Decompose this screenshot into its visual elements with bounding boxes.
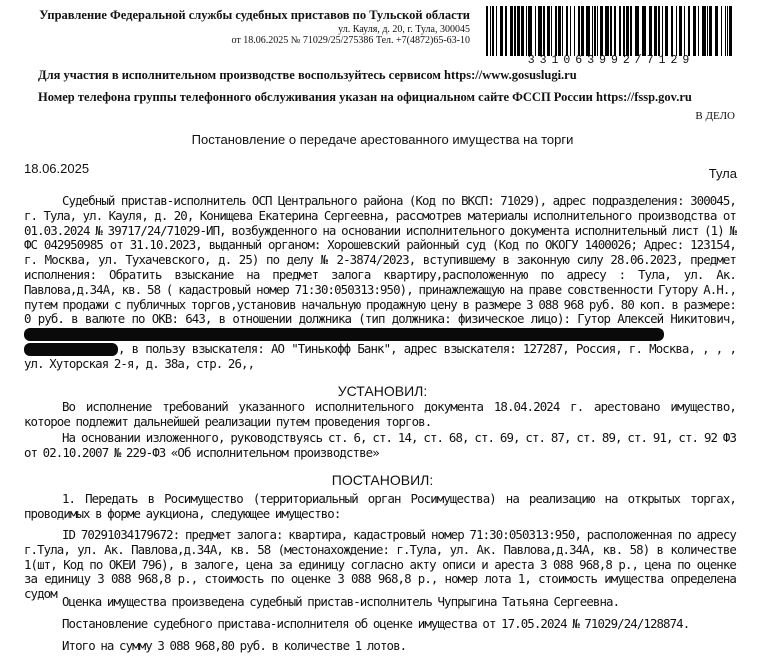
intro-text-continued: , в пользу взыскателя: АО "Тинькофф Банк", адрес взыскателя: 127287, Россия, г. Москва, , , , ул. Хуторская 2-я, д. 38а, стр. 26,,: [24, 340, 736, 371]
barcode-bar: [570, 6, 571, 56]
barcode-bar: [558, 6, 561, 56]
barcode-bar: [538, 6, 542, 56]
barcode-bar: [526, 6, 527, 56]
resolved-paragraph-1: 1. Передать в Росимущество (территориальный орган Росимущества) на реализацию на открытых торгах, проводимых в форме аукциона, следующее имущество:: [24, 491, 736, 521]
intro-paragraph: [24, 194, 736, 372]
barcode-bar: [535, 6, 536, 56]
intro-text: Судебный пристав-исполнитель ОСП Центрального района (Код по ВКСП: 71029), адрес подразделения: 300045, г. Тула, ул. Кауля, д. 20, Конищева Екатерина Сергеевна, рассмотрев материалы исполнительного производства от 01.03.2024 № 39717/24/71029-ИП, возбужденного на основании исполнительного документа исполнительный лист (1) № ФС 042950985 от 31.10.2023, выданный органом: Хорошевский районный суд (Код по ОКОГУ 1400026; Адрес: 123154, г. Москва, ул. Тухачевского, д. 25) по делу № 2-3874/2023, вступившему в законную силу 28.06.2023, предмет исполнения: Обратить взыскание на предмет залога квартиру,расположенную по адресу : Тула, ул. Ак. Павлова,д.34А, кв. 58 ( кадастровый номер 71:30:050313:950), принажлежащую на праве совственности Гутору А.Н., путем продажи с публичных торгов,установив начальную продажную цену в размере 3 088 968 руб. 80 коп. в размере: 0 руб. в валюте по ОКВ: 643, в отношении должника (тип должника: физическое лицо): Гутор Алексей Никитович,: [24, 193, 736, 327]
document-reference: от 18.06.2025 № 71029/25/275386 Тел. +7(4872)65-63-10: [231, 35, 470, 46]
barcode-bar: [562, 6, 563, 56]
barcode-bar: [605, 6, 609, 56]
document-date: 18.06.2025: [24, 161, 90, 176]
barcode-bar: [597, 6, 598, 56]
gosuslugi-notice: Для участия в исполнительном производстве воспользуйтесь сервисом https://www.gosuslugi.ru: [38, 68, 577, 82]
barcode-bar: [592, 6, 593, 56]
barcode-bar: [709, 6, 712, 56]
barcode-bar: [662, 6, 663, 56]
barcode: [486, 6, 736, 56]
barcode-bar: [566, 6, 568, 56]
barcode-bar: [551, 6, 552, 56]
barcode-bar: [729, 6, 732, 56]
barcode-bar: [581, 6, 584, 56]
barcode-number: 331063992/7129: [527, 54, 695, 67]
barcode-bar: [635, 6, 639, 56]
redaction-block: [24, 343, 118, 356]
barcode-bar: [693, 6, 696, 56]
document-city: Тула: [708, 166, 737, 181]
barcode-bar: [521, 6, 524, 56]
barcode-bar: [676, 6, 677, 56]
property-item: ID 70291034179672: предмет залога: квартира, кадастровый номер 71:30:050313:950, расположенная по адресу г.Тула, ул. Ак. Павлова,д.34А, кв. 58 (местонахождение: г.Тула, ул. Ак. Павлова,д.34А, кв. 58) в количестве 1(шт, Код по ОКЕИ 796), в залоге, цена за единицу согласно акту описи и ареста 3 088 968,8 р., цена по оценке за единицу 3 088 968,8 р., стоимость по оценке 3 088 968,8 р., номер лота 1, стоимость имущества определена судом: [24, 527, 736, 602]
barcode-bar: [514, 6, 516, 56]
barcode-bar: [619, 6, 621, 56]
resolved-heading: ПОСТАНОВИЛ:: [331, 472, 434, 488]
barcode-bar: [715, 6, 718, 56]
barcode-bar: [492, 6, 494, 56]
barcode-bar: [496, 6, 497, 56]
v-delo-stamp: В ДЕЛО: [695, 110, 735, 122]
barcode-bar: [594, 6, 596, 56]
barcode-bar: [578, 6, 580, 56]
barcode-bar: [684, 6, 685, 56]
barcode-bar: [486, 6, 488, 56]
established-paragraph-2: На основании изложенного, руководствуясь ст. 6, ст. 14, ст. 68, ст. 69, ст. 87, ст. 89, ст. 91, ст. 92 ФЗ от 02.10.2007 № 229-ФЗ «Об исполнительном производстве»: [24, 430, 736, 460]
barcode-bar: [547, 6, 550, 56]
barcode-bar: [586, 6, 590, 56]
barcode-bar: [517, 6, 520, 56]
barcode-bar: [505, 6, 507, 56]
barcode-bar: [614, 6, 616, 56]
barcode-bar: [721, 6, 722, 56]
barcode-bar: [688, 6, 690, 56]
appraisal-resolution-line: Постановление судебного пристава-исполнителя об оценке имущества от 17.05.2024 № 71029/24/128874.: [62, 616, 690, 631]
barcode-bar: [658, 6, 660, 56]
barcode-bar: [623, 6, 625, 56]
barcode-bar: [727, 6, 728, 56]
barcode-bar: [707, 6, 708, 56]
barcode-bar: [490, 6, 491, 56]
established-paragraph-1: Во исполнение требований указанного исполнительного документа 18.04.2024 г. арестовано имущество, которое подлежит дальнейшей реализации путем проведения торгов.: [24, 399, 736, 429]
barcode-bar: [555, 6, 557, 56]
organization-address: ул. Кауля, д. 20, г. Тула, 300045: [338, 24, 470, 35]
document-title: Постановление о передаче арестованного имущества на торги: [191, 132, 574, 147]
total-line: Итого на сумму 3 088 968,80 руб. в количестве 1 лотов.: [62, 638, 407, 653]
redaction-block: [24, 328, 664, 341]
barcode-bar: [642, 6, 646, 56]
barcode-bar: [671, 6, 673, 56]
barcode-bar: [528, 6, 532, 56]
barcode-bar: [574, 6, 575, 56]
barcode-bar: [698, 6, 699, 56]
barcode-bar: [654, 6, 657, 56]
barcode-bar: [600, 6, 603, 56]
barcode-bar: [679, 6, 682, 56]
barcode-bar: [610, 6, 612, 56]
barcode-bar: [510, 6, 513, 56]
barcode-bar: [543, 6, 545, 56]
barcode-bar: [702, 6, 706, 56]
barcode-bar: [649, 6, 652, 56]
established-heading: УСТАНОВИЛ:: [337, 383, 428, 399]
organization-name: Управление Федеральной службы судебных приставов по Тульской области: [39, 8, 470, 22]
barcode-bar: [630, 6, 632, 56]
barcode-bar: [626, 6, 629, 56]
barcode-bar: [725, 6, 726, 56]
appraisal-line: Оценка имущества произведена судебный пристав-исполнитель Чупрыгина Татьяна Сергеевна.: [62, 594, 620, 609]
barcode-bar: [500, 6, 503, 56]
barcode-bar: [665, 6, 668, 56]
phone-notice: Номер телефона группы телефонного обслуживания указан на официальном сайте ФССП России https://fssp.gov.ru: [38, 90, 692, 104]
